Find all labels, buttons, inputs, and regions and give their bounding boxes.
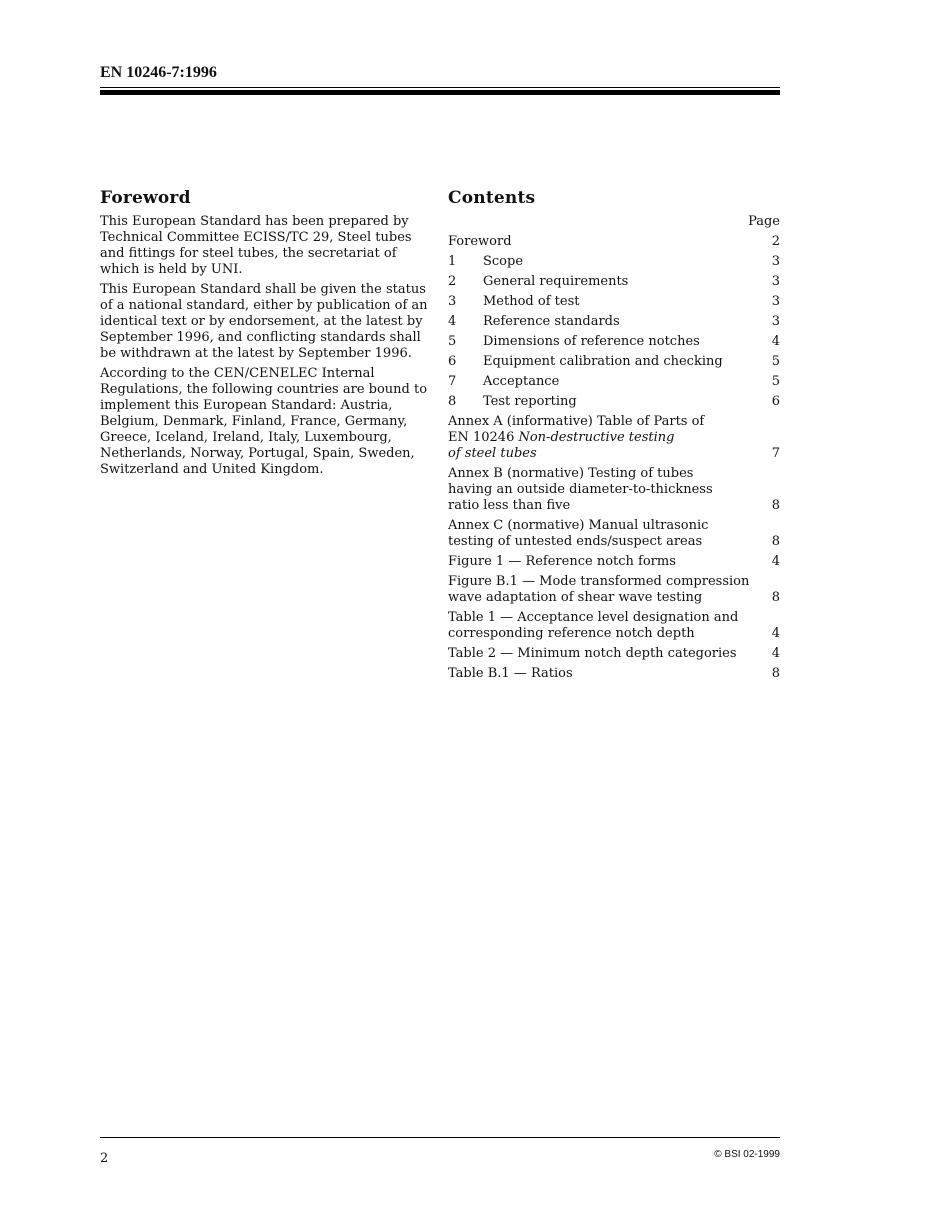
toc-entry-title [448, 610, 750, 642]
toc-entry-table-1[interactable] [448, 610, 780, 642]
contents-section [448, 188, 780, 686]
foreword-paragraph: According to the CEN/CENELEC Internal Regulations, the following countries are bound to implement this European Standard: Austria, Belgium, Denmark, Finland, France, Germany, Greece, Iceland, Ireland, Italy, Luxembourg, Netherlands, Norway, Portugal, Spain, Sweden, Switzerland and United Kingdom. [100, 366, 428, 477]
toc-entry-page: 8 [771, 590, 780, 605]
toc-title-line: Figure B.1 — Mode transformed compression [448, 574, 750, 589]
toc-title-line: corresponding reference notch depth [448, 626, 695, 641]
toc-entry[interactable] [448, 314, 780, 330]
toc-entry[interactable] [448, 274, 780, 290]
toc-title-line: ratio less than five [448, 498, 571, 513]
toc-title-italic: Non-destructive testing [518, 430, 675, 445]
toc-entry[interactable] [448, 394, 780, 410]
toc-entry-number: 6 [448, 354, 457, 369]
toc-entry-table-2[interactable] [448, 646, 780, 662]
toc-title-italic: of steel tubes [448, 446, 537, 461]
toc-entry-number: 8 [448, 394, 457, 409]
toc-title-line: wave adaptation of shear wave testing [448, 590, 703, 605]
toc-list [448, 234, 780, 682]
toc-entry-title [448, 466, 750, 514]
toc-entry-page: 8 [771, 666, 780, 681]
toc-entry-page: 5 [771, 374, 780, 389]
toc-entry-title: Figure 1 — Reference notch forms [448, 554, 676, 569]
copyright-notice: © BSI 02-1999 [714, 1149, 780, 1160]
toc-entry-title: Dimensions of reference notches [483, 334, 700, 349]
footer-rule [100, 1137, 780, 1138]
header-rule-thick [100, 90, 780, 95]
toc-entry-title: Foreword [448, 234, 512, 249]
toc-entry-title: Table B.1 — Ratios [448, 666, 573, 681]
toc-title-line: having an outside diameter-to-thickness [448, 482, 713, 497]
page-number: 2 [100, 1151, 109, 1166]
foreword-section [100, 188, 432, 482]
toc-entry-title: Reference standards [483, 314, 620, 329]
toc-entry-title: Equipment calibration and checking [483, 354, 723, 369]
toc-entry-page: 7 [771, 446, 780, 461]
foreword-paragraph: This European Standard shall be given the status of a national standard, either by publication of an identical text or by endorsement, at the latest by September 1996, and conflicting standards shall be withdrawn at the latest by September 1996. [100, 282, 428, 361]
toc-entry[interactable] [448, 354, 780, 370]
toc-title-line: Table 1 — Acceptance level designation and [448, 610, 739, 625]
foreword-paragraph: This European Standard has been prepared by Technical Committee ECISS/TC 29, Steel tubes and fittings for steel tubes, the secretariat of which is held by UNI. [100, 214, 412, 277]
toc-entry[interactable] [448, 374, 780, 390]
toc-title-line: testing of untested ends/suspect areas [448, 534, 703, 549]
toc-title-line: Annex B (normative) Testing of tubes [448, 466, 694, 481]
toc-entry[interactable] [448, 254, 780, 270]
toc-entry-annex-a[interactable] [448, 414, 780, 462]
toc-entry-title: Table 2 — Minimum notch depth categories [448, 646, 737, 661]
toc-entry-page: 3 [771, 254, 780, 269]
toc-entry-title: Test reporting [483, 394, 577, 409]
toc-entry-number: 3 [448, 294, 457, 309]
toc-entry-annex-b[interactable] [448, 466, 780, 514]
toc-entry-title: Acceptance [483, 374, 560, 389]
toc-entry-title [448, 414, 750, 462]
toc-entry-page: 5 [771, 354, 780, 369]
header-rule-thin [100, 87, 780, 88]
toc-entry[interactable] [448, 334, 780, 350]
toc-entry-page: 6 [771, 394, 780, 409]
contents-heading: Contents [448, 188, 536, 208]
toc-title-line: Annex C (normative) Manual ultrasonic [448, 518, 709, 533]
toc-entry-page: 3 [771, 314, 780, 329]
toc-entry-table-b1[interactable] [448, 666, 780, 682]
toc-entry-number: 1 [448, 254, 457, 269]
toc-entry-number: 7 [448, 374, 457, 389]
toc-entry[interactable] [448, 294, 780, 310]
toc-entry-page: 2 [771, 234, 780, 249]
toc-entry-number: 5 [448, 334, 457, 349]
toc-entry-page: 3 [771, 294, 780, 309]
document-code: EN 10246-7:1996 [100, 64, 217, 81]
toc-entry-page: 8 [771, 534, 780, 549]
toc-entry-title: General requirements [483, 274, 629, 289]
toc-entry-title: Scope [483, 254, 524, 269]
toc-entry-number: 4 [448, 314, 457, 329]
foreword-heading: Foreword [100, 188, 191, 208]
toc-entry-title [448, 574, 750, 606]
page-column-label: Page [748, 214, 780, 229]
toc-entry-annex-c[interactable] [448, 518, 780, 550]
toc-title-line: Annex A (informative) Table of Parts of [448, 414, 705, 429]
toc-entry-page: 8 [771, 498, 780, 513]
toc-title-text: EN 10246 [448, 430, 519, 445]
toc-entry-figure-b1[interactable] [448, 574, 780, 606]
toc-entry-page: 4 [771, 554, 780, 569]
toc-entry-title: Method of test [483, 294, 580, 309]
toc-entry-figure-1[interactable] [448, 554, 780, 570]
toc-entry-page: 4 [771, 334, 780, 349]
toc-entry-page: 3 [771, 274, 780, 289]
toc-entry-number: 2 [448, 274, 457, 289]
toc-entry-title [448, 518, 750, 550]
toc-entry-foreword[interactable] [448, 234, 780, 250]
toc-entry-page: 4 [771, 646, 780, 661]
toc-title-line [448, 430, 750, 446]
toc-entry-page: 4 [771, 626, 780, 641]
